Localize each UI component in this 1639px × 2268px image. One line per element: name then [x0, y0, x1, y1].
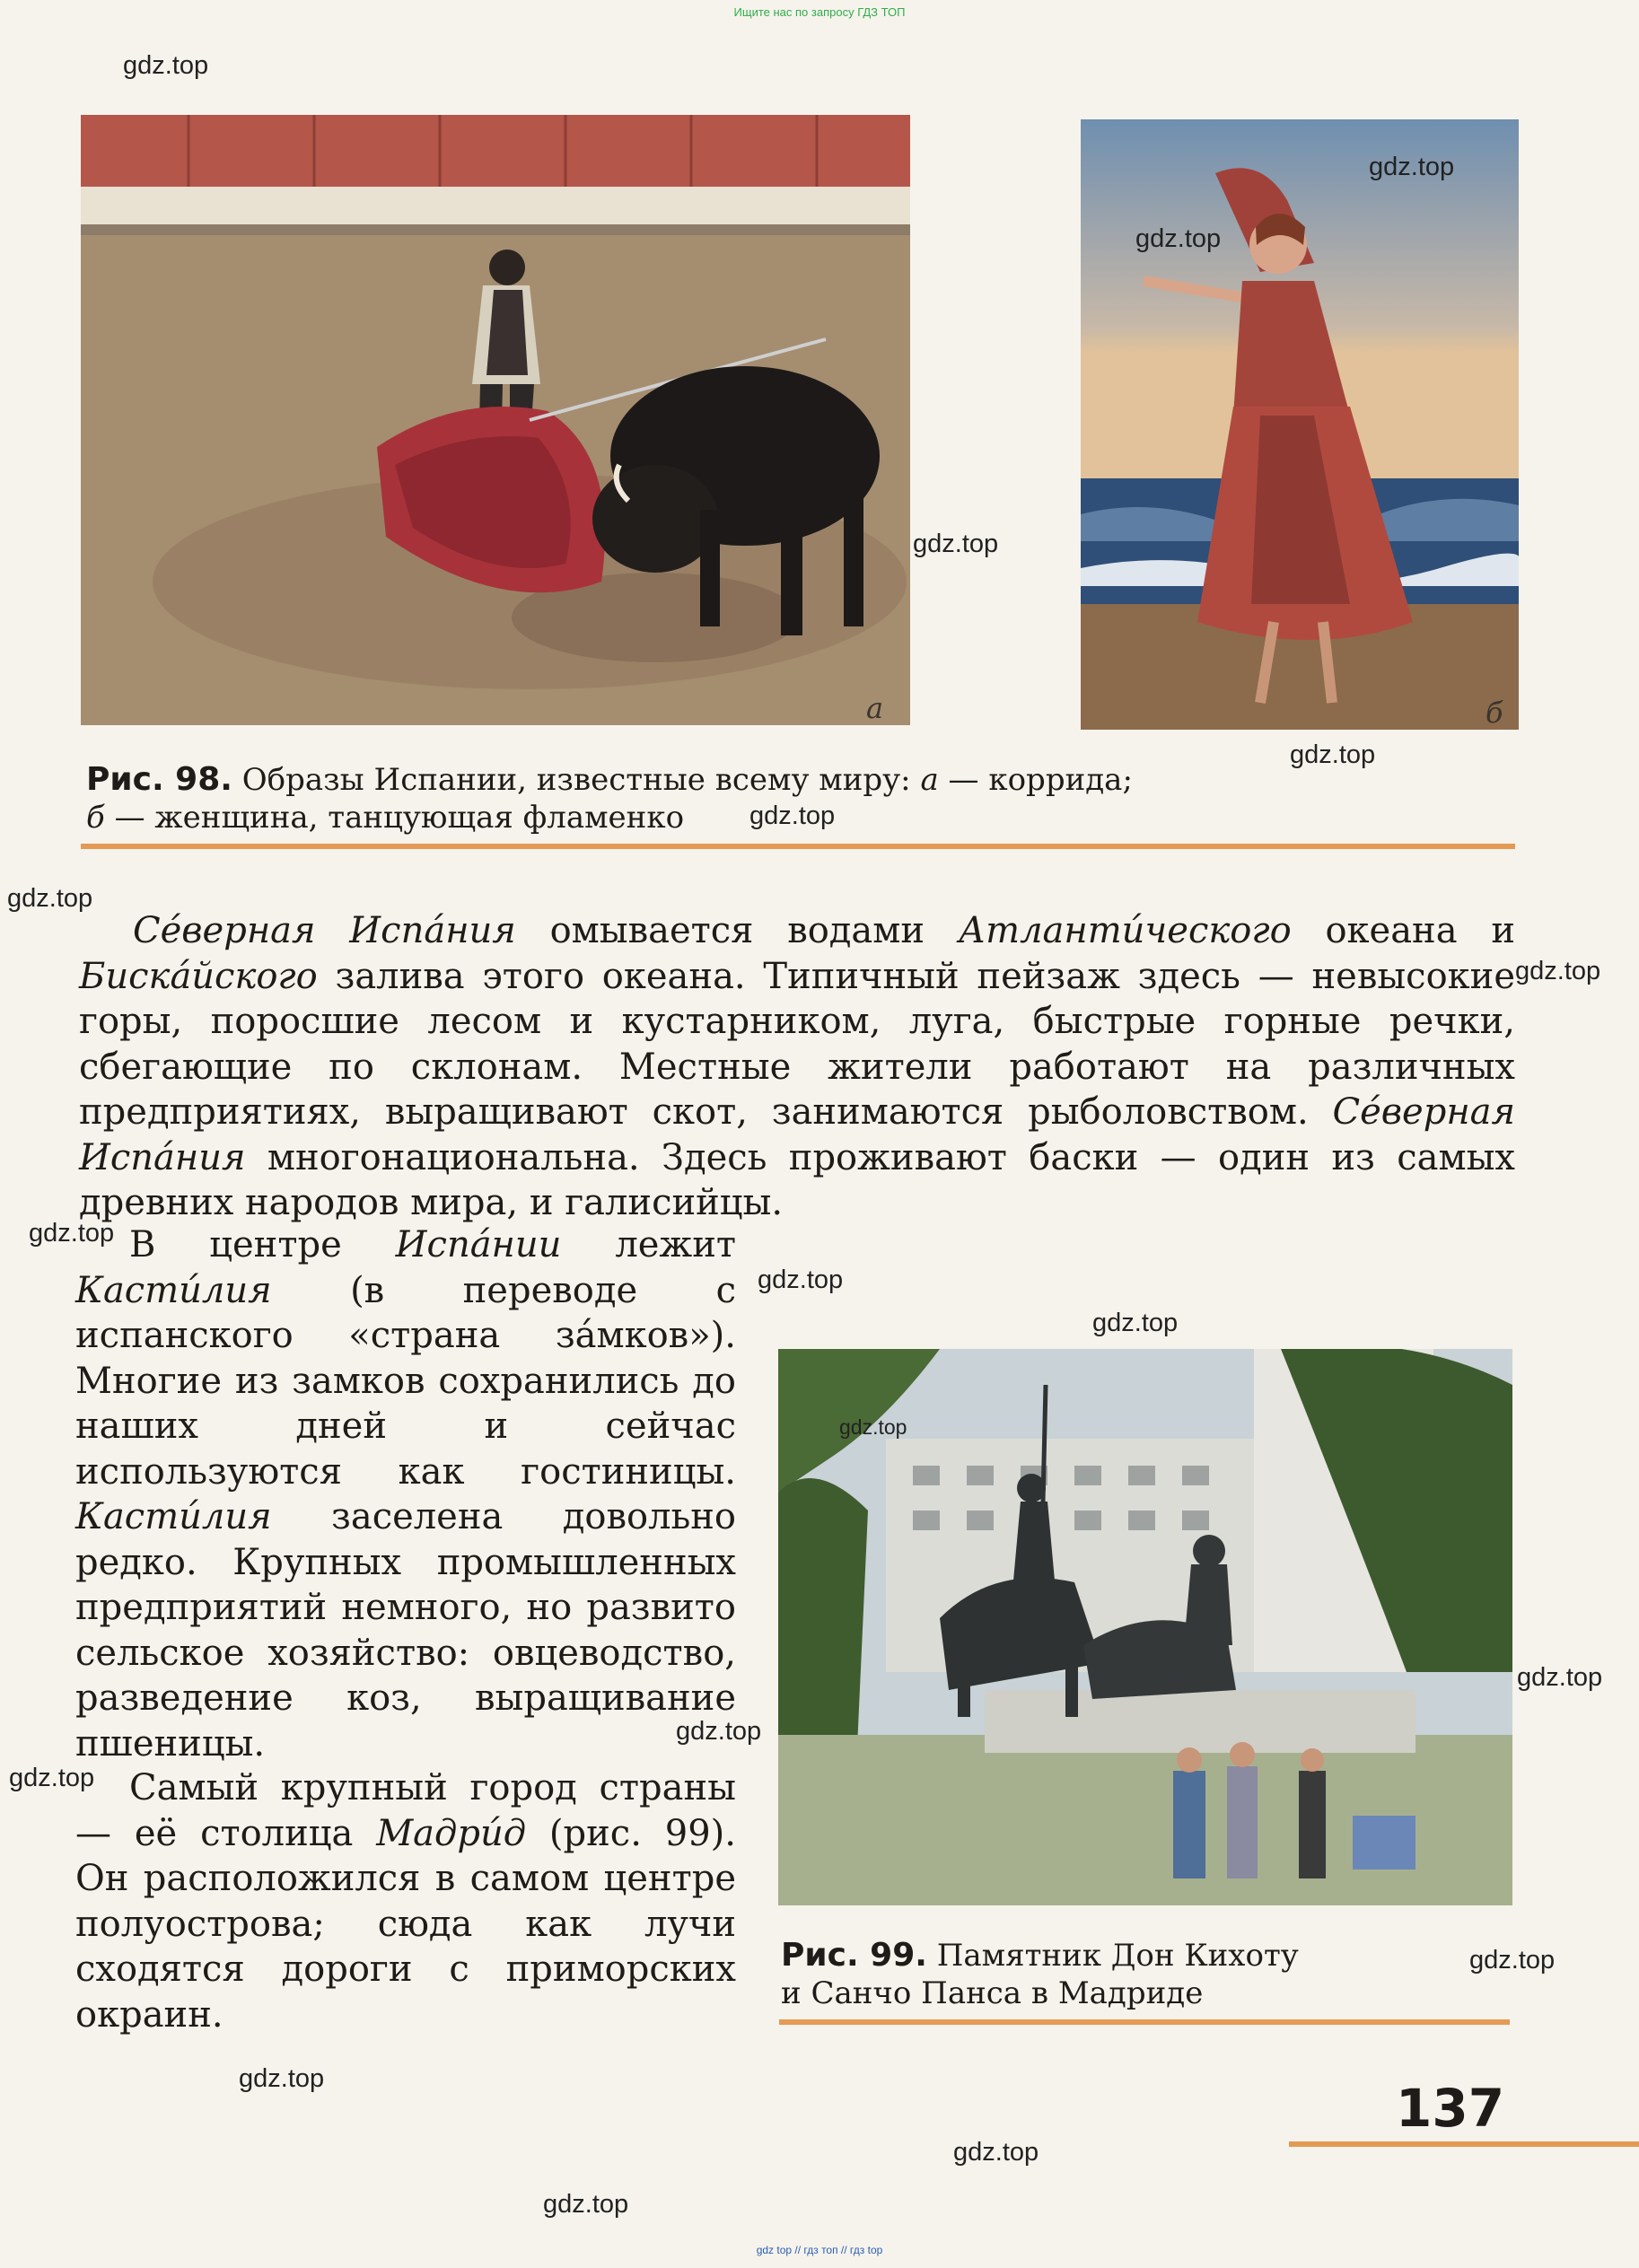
page-number: 137 — [1396, 2078, 1505, 2139]
term-spain: Испа́нии — [395, 1224, 562, 1265]
figure-99-caption-line-2: и Санчо Панса в Мадриде — [781, 1975, 1204, 2011]
paragraph-2-text-3: (в переводе с испанского «страна за́мков»). Многие из замков сохранились до наших дней и сейчас используются как гостиницы. — [75, 1269, 736, 1493]
top-banner[interactable]: Ищите нас по запросу ГДЗ ТОП — [733, 5, 906, 19]
paragraph-2-text-4: заселена довольно редко. Крупных промышленных предприятий немного, но развито сельское хозяйство: овцеводство, разведение коз, выращивание пшеницы. — [75, 1496, 736, 1764]
figure-99-caption-line-1: Памятник Дон Кихоту — [936, 1938, 1299, 1974]
figure-98-label: Рис. 98. — [86, 761, 232, 798]
watermark: gdz.top — [676, 1717, 762, 1746]
paragraph-3-text-1: Самый крупный город страны — её столица — [75, 1767, 736, 1854]
figure-98-caption-text: Образы Испании, известные всему миру: — [241, 762, 921, 798]
figure-99-underline — [779, 2019, 1510, 2025]
figure-99-label: Рис. 99. — [781, 1937, 927, 1974]
watermark: gdz.top — [758, 1265, 844, 1294]
figure-98-caption-text-2: — коррида; — [938, 762, 1133, 798]
bullfight-photo — [81, 115, 910, 725]
term-castile: Касти́лия — [75, 1269, 272, 1311]
watermark: gdz.top — [1290, 740, 1376, 769]
watermark: gdz.top — [1469, 1946, 1556, 1975]
watermark: gdz.top — [29, 1219, 115, 1248]
watermark: gdz.top — [543, 2190, 629, 2219]
term-madrid: Мадри́д — [376, 1812, 527, 1854]
term-atlantic: Атланти́ческого — [958, 910, 1292, 951]
paragraph-2-text-1: В центре — [129, 1224, 396, 1265]
term-castile-2: Касти́лия — [75, 1496, 272, 1537]
paragraph-2-text-2: лежит — [561, 1224, 736, 1265]
flamenco-dancer-photo — [1081, 119, 1519, 730]
paragraph-1-text-3: залива этого океана. Типичный пейзаж здесь — невысокие горы, поросшие лесом и кустарником, луга, быстрые горные речки, сбегающие по склонам. Местные жители работают на различных предприятиях, выращивают скот, занимаются рыболовством. — [79, 955, 1515, 1133]
bottom-banner[interactable]: gdz top // гдз топ // гдз top — [756, 2244, 883, 2256]
watermark: gdz.top — [123, 51, 209, 80]
watermark: gdz.top — [1517, 1663, 1603, 1692]
watermark: gdz.top — [839, 1415, 907, 1439]
watermark: gdz.top — [7, 884, 93, 913]
watermark: gdz.top — [1135, 224, 1222, 253]
term-northern-spain-2: Се́верная Испа́ния — [79, 1091, 1515, 1178]
paragraph-madrid — [75, 1765, 736, 2037]
watermark: gdz.top — [9, 1764, 95, 1792]
paragraph-1-text-4: многонациональна. Здесь проживают баски — один из самых древних народов мира, и галисийцы. — [79, 1136, 1515, 1223]
figure-98-underline — [81, 844, 1515, 849]
paragraph-castile — [75, 1222, 736, 1766]
watermark: gdz.top — [1369, 153, 1455, 181]
paragraph-1-text-1: омывается водами — [515, 910, 959, 951]
figure-99-caption — [781, 1937, 1517, 2012]
watermark: gdz.top — [913, 530, 999, 558]
watermark: gdz.top — [749, 801, 836, 830]
watermark: gdz.top — [953, 2138, 1039, 2167]
watermark: gdz.top — [1515, 957, 1601, 985]
figure-98-letter-a: а — [866, 691, 884, 725]
figure-98-caption-letter-a: а — [920, 762, 939, 798]
paragraph-1-text-2: океана и — [1291, 910, 1515, 951]
paragraph-3-text-2: (рис. 99). Он расположился в самом центре полуострова; сюда как лучи сходятся дороги с приморских окраин. — [75, 1812, 736, 2036]
figure-98-caption-letter-b: б — [86, 800, 105, 836]
term-northern-spain: Се́верная Испа́ния — [133, 910, 516, 951]
page-number-underline — [1289, 2141, 1639, 2147]
figure-98-caption-text-3: — женщина, танцующая фламенко — [104, 800, 685, 836]
watermark: gdz.top — [239, 2064, 325, 2093]
watermark: gdz.top — [1092, 1309, 1179, 1337]
paragraph-northern-spain — [79, 908, 1515, 1226]
term-biscay: Биска́йского — [79, 955, 318, 997]
figure-98-letter-b: б — [1486, 696, 1503, 730]
